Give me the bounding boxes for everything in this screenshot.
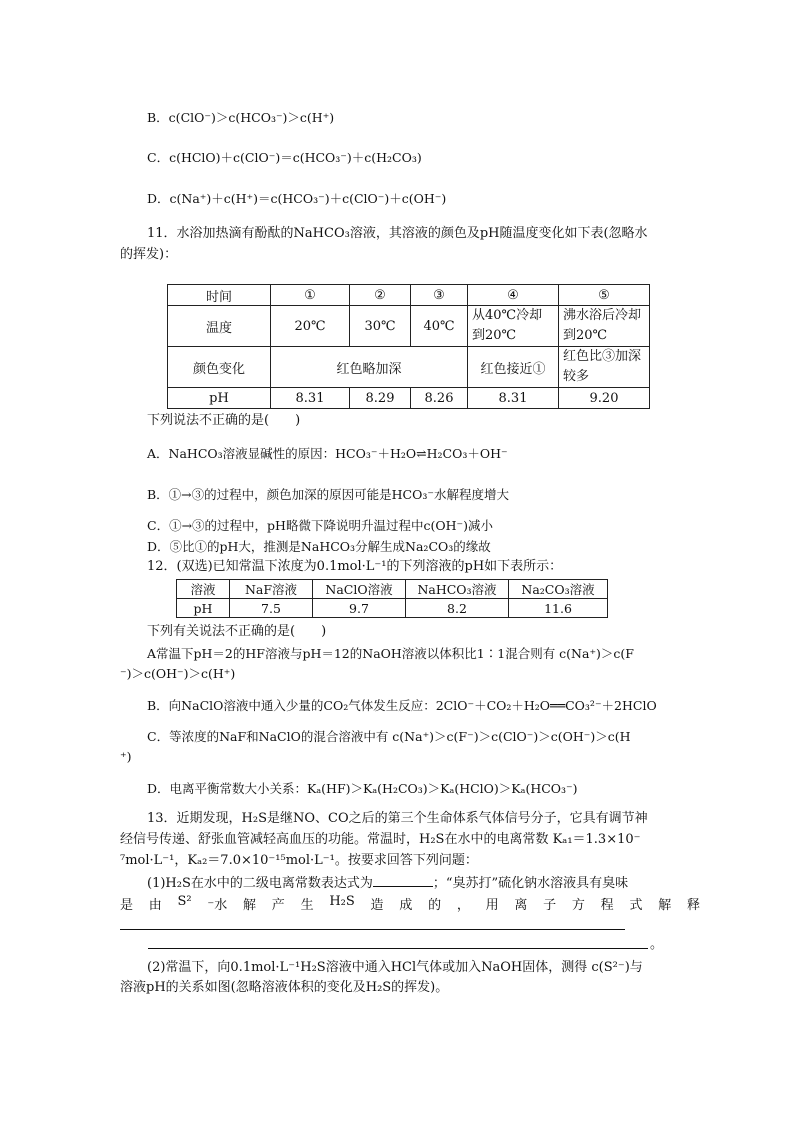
q11-option-c: C．①→③的过程中，pH略微下降说明升温过程中c(OH⁻)减小 [147, 518, 493, 533]
table-row [168, 347, 650, 388]
table-cell: 温度 [168, 306, 271, 347]
spread-char: 解 [243, 898, 257, 913]
q13-part1-line1 [147, 874, 628, 892]
q13-part1-text-a: (1)H₂S在水中的二级电离常数表达式为 [147, 876, 373, 891]
q12-option-b: B．向NaClO溶液中通入少量的CO₂气体发生反应：2ClO⁻＋CO₂＋H₂O══CO₃²⁻＋2HClO [147, 698, 657, 713]
q13-part2-line1: (2)常温下，向0.1mol·L⁻¹H₂S溶液中通入HCl气体或加入NaOH固体，测得 c(S²⁻)与 [147, 960, 643, 975]
table-row [168, 285, 650, 306]
table-cell: 8.2 [406, 599, 509, 618]
table-cell: NaHCO₃溶液 [406, 580, 509, 599]
option-b-top: B．c(ClO⁻)＞c(HCO₃⁻)＞c(H⁺) [147, 110, 335, 125]
table-cell: 9.7 [313, 599, 406, 618]
table-cell: 9.20 [559, 388, 650, 409]
q12-option-c-line2: ⁺) [120, 749, 132, 764]
table-cell: 8.26 [411, 388, 468, 409]
q13-part1-spread-line [120, 894, 700, 913]
table-cell: 30℃ [350, 306, 411, 347]
table-cell: 颜色变化 [168, 347, 271, 388]
q11-stem-line1: 11．水浴加热滴有酚酞的NaHCO₃溶液，其溶液的颜色及pH随温度变化如下表(忽略水 [147, 226, 648, 241]
spread-char: 子 [543, 898, 557, 913]
spread-char: 式 [629, 898, 643, 913]
table-row [177, 580, 608, 599]
spread-char: 造 [370, 898, 384, 913]
table-row [177, 599, 608, 618]
spread-char: 方 [571, 898, 585, 913]
table-cell: 红色接近① [468, 347, 559, 388]
option-c-top: C．c(HClO)＋c(ClO⁻)＝c(HCO₃⁻)＋c(H₂CO₃) [147, 150, 422, 165]
table-cell: 8.31 [468, 388, 559, 409]
table-cell: 时间 [168, 285, 271, 306]
q12-option-a-line1: A常温下pH＝2的HF溶液与pH＝12的NaOH溶液以体积比1∶1混合则有 c(Na⁺)＞c(F [147, 646, 634, 661]
table-cell: pH [168, 388, 271, 409]
table-row [168, 306, 650, 347]
table-cell: 红色略加深 [271, 347, 468, 388]
table-cell: 从40℃冷却到20℃ [468, 306, 559, 347]
q11-stem-line2: 的挥发)： [120, 247, 178, 262]
table-cell: NaF溶液 [230, 580, 313, 599]
q13-part2-line2: 溶液pH的关系如图(忽略溶液体积的变化及H₂S的挥发)。 [120, 980, 449, 995]
q12-option-c-line1: C．等浓度的NaF和NaClO的混合溶液中有 c(Na⁺)＞c(F⁻)＞c(ClO⁻)＞c(OH⁻)＞c(H [147, 729, 631, 744]
table-cell: ③ [411, 285, 468, 306]
spread-char: 用 [485, 898, 499, 913]
q11-option-d: D．⑤比①的pH大，推测是NaHCO₃分解生成Na₂CO₃的缘故 [147, 539, 491, 554]
table-cell: ⑤ [559, 285, 650, 306]
q12-prompt: 下列有关说法不正确的是( ) [147, 624, 327, 639]
q11-option-b: B．①→③的过程中，颜色加深的原因可能是HCO₃⁻水解程度增大 [147, 487, 509, 502]
spread-char: 离 [514, 898, 528, 913]
table-cell: 溶液 [177, 580, 230, 599]
q12-option-d: D．电离平衡常数大小关系：Kₐ(HF)＞Kₐ(H₂CO₃)＞Kₐ(HClO)＞Kₐ(HCO₃⁻) [147, 781, 578, 796]
q13-part1-text-b: ；“臭苏打”硫化钠水溶液具有臭味 [432, 876, 629, 891]
spread-char: 生 [300, 898, 314, 913]
table-cell: 11.6 [509, 599, 608, 618]
table-cell: ① [271, 285, 350, 306]
q13-line3: ⁷mol·L⁻¹，Kₐ₂＝7.0×10⁻¹⁵mol·L⁻¹。按要求回答下列问题： [120, 853, 478, 868]
spread-char: 解 [658, 898, 672, 913]
table-cell: 红色比③加深较多 [559, 347, 650, 388]
spread-char: S² [177, 894, 192, 909]
q11-table [167, 284, 650, 409]
q13-part1-end: 。 [650, 937, 664, 952]
spread-char: 由 [148, 898, 162, 913]
answer-line-1[interactable] [120, 929, 625, 930]
spread-char: 是 [120, 898, 134, 913]
q12-option-a-line2: ⁻)＞c(OH⁻)＞c(H⁺) [120, 666, 236, 681]
answer-line-2[interactable] [148, 948, 648, 949]
spread-char: ， [456, 898, 470, 913]
q12-stem: 12．(双选)已知常温下浓度为0.1mol·L⁻¹的下列溶液的pH如下表所示： [147, 559, 563, 574]
table-cell: ② [350, 285, 411, 306]
q11-option-a: A．NaHCO₃溶液显碱性的原因：HCO₃⁻＋H₂O⇌H₂CO₃＋OH⁻ [147, 446, 508, 461]
spread-char: ⁻水 [207, 898, 228, 913]
answer-blank[interactable] [373, 874, 433, 887]
table-cell: ④ [468, 285, 559, 306]
q13-line1: 13．近期发现，H₂S是继NO、CO之后的第三个生命体系气体信号分子，它具有调节神 [147, 811, 648, 826]
option-d-top: D．c(Na⁺)＋c(H⁺)＝c(HCO₃⁻)＋c(ClO⁻)＋c(OH⁻) [147, 191, 447, 206]
q13-line2: 经信号传递、舒张血管减轻高血压的功能。常温时，H₂S在水中的电离常数 Kₐ₁＝1.3×10⁻ [120, 832, 641, 847]
spread-char: H₂S [329, 894, 355, 909]
table-cell: 沸水浴后冷却到20℃ [559, 306, 650, 347]
q12-table [176, 579, 608, 618]
table-cell: NaClO溶液 [313, 580, 406, 599]
table-cell: 8.31 [271, 388, 350, 409]
spread-char: 成 [399, 898, 413, 913]
spread-char: 释 [686, 898, 700, 913]
table-cell: 20℃ [271, 306, 350, 347]
table-row [168, 388, 650, 409]
q11-prompt: 下列说法不正确的是( ) [147, 413, 301, 428]
table-cell: pH [177, 599, 230, 618]
table-cell: Na₂CO₃溶液 [509, 580, 608, 599]
spread-char: 的 [428, 898, 442, 913]
table-cell: 7.5 [230, 599, 313, 618]
spread-char: 程 [600, 898, 614, 913]
spread-char: 产 [271, 898, 285, 913]
table-cell: 8.29 [350, 388, 411, 409]
table-cell: 40℃ [411, 306, 468, 347]
